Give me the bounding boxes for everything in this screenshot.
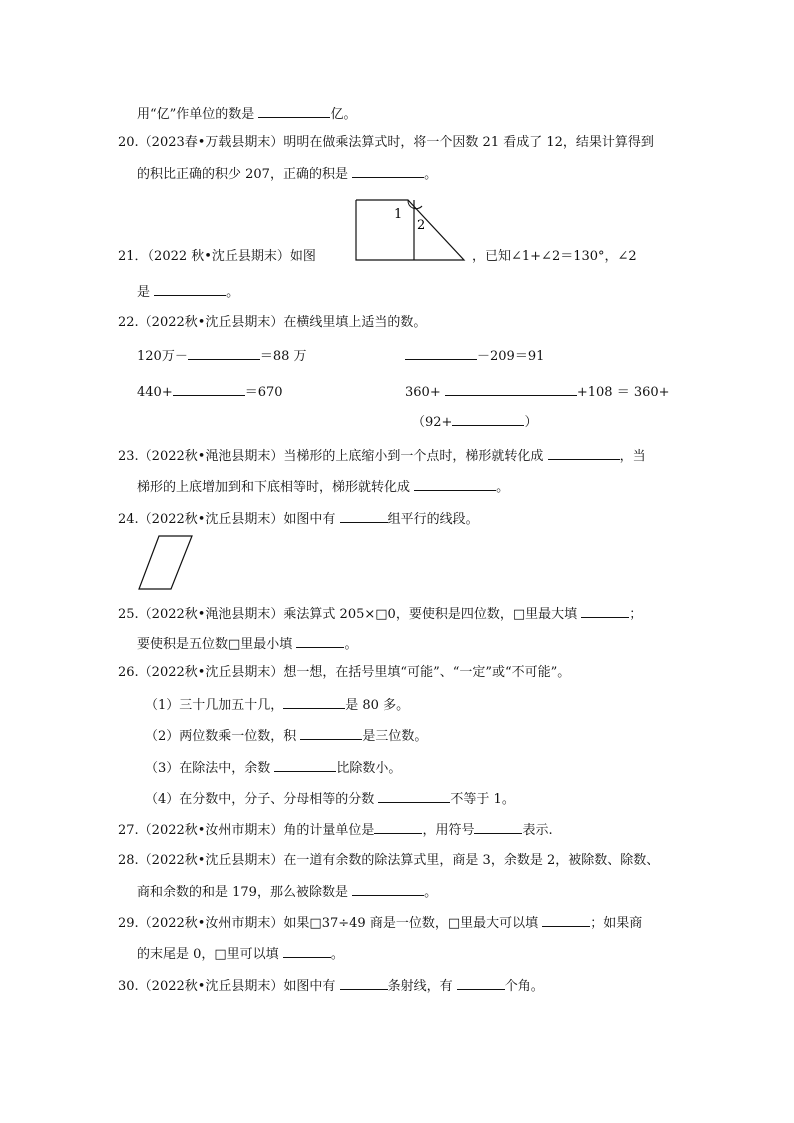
q22-d-line2 (412, 411, 537, 433)
q21-line1-tail: ，已知∠1+∠2＝130°，∠2 (472, 249, 637, 264)
q27-text-mid: ，用符号 (422, 823, 475, 838)
answer-blank[interactable] (300, 725, 362, 740)
q26-s1-text-end: 是 80 多。 (345, 698, 410, 713)
q22-c (137, 381, 283, 403)
q26-s1 (145, 694, 409, 716)
parallelogram-figure (136, 533, 196, 593)
answer-blank[interactable] (378, 788, 450, 803)
q25-line2 (137, 633, 357, 655)
q23-text2: 梯形的上底增加到和下底相等时，梯形就转化成 (137, 480, 411, 495)
q22-line1: 22.（2022秋•沈丘县期末）在横线里填上适当的数。 (118, 315, 427, 330)
q27-text: 27.（2022秋•汝州市期末）角的计量单位是 (118, 823, 375, 838)
angle-1-label: 1 (394, 207, 403, 222)
q27-text-end: 表示. (522, 823, 553, 838)
q22-a-text-end: ＝88 万 (259, 349, 307, 364)
q23-line2 (137, 476, 509, 498)
answer-blank[interactable] (581, 603, 629, 618)
q22-d-text2: （92+ (412, 415, 453, 430)
q29-text: 29.（2022秋•汝州市期末）如果□37÷49 商是一位数，□里最大可以填 (118, 916, 539, 931)
q19-tail (137, 103, 356, 125)
q23-line1 (118, 445, 646, 467)
q27-line (118, 819, 553, 841)
q29-text-end: ；如果商 (590, 916, 643, 931)
q28-text2: 商和余数的和是 179，那么被除数是 (137, 885, 348, 900)
q21-text2: 是 (137, 285, 151, 300)
q22-b (405, 345, 544, 367)
q28-line1: 28.（2022秋•沈丘县期末）在一道有余数的除法算式里，商是 3，余数是 2，被除数、除数、 (118, 853, 660, 868)
q25-line1 (118, 603, 642, 625)
answer-blank[interactable] (188, 345, 260, 360)
q30-text-mid: 条射线，有 (387, 979, 453, 994)
q23-text: 23.（2022秋•渑池县期末）当梯形的上底缩小到一个点时，梯形就转化成 (118, 449, 544, 464)
q19-text-end: 亿。 (330, 107, 357, 122)
answer-blank[interactable] (173, 381, 245, 396)
q22-c-text: 440+ (137, 385, 173, 400)
q24-text: 24.（2022秋•沈丘县期末）如图中有 (118, 512, 336, 527)
q29-line2 (137, 943, 344, 965)
answer-blank[interactable] (374, 819, 422, 834)
q25-text2-end: 。 (344, 637, 358, 652)
answer-blank[interactable] (274, 757, 336, 772)
q26-s1-text: （1）三十几加五十几， (145, 698, 284, 713)
q26-s3 (145, 757, 401, 779)
q26-s3-text-end: 比除数小。 (336, 761, 402, 776)
q26-s2 (145, 725, 427, 747)
q21-text-end: 。 (226, 285, 240, 300)
answer-blank[interactable] (283, 943, 331, 958)
q23-text2-end: 。 (496, 480, 510, 495)
q22-d-text-mid: +108 ＝ 360+ (576, 385, 670, 400)
answer-blank[interactable] (405, 345, 477, 360)
answer-blank[interactable] (340, 975, 388, 990)
q22-a (137, 345, 307, 367)
q26-s3-text: （3）在除法中，余数 (145, 761, 271, 776)
answer-blank[interactable] (548, 445, 620, 460)
q20-text: 的积比正确的积少 207，正确的积是 (137, 167, 348, 182)
q22-c-text-end: ＝670 (244, 385, 283, 400)
answer-blank[interactable] (258, 103, 330, 118)
q26-s4 (145, 788, 515, 810)
q22-b-text: －209＝91 (477, 349, 545, 364)
q25-text2: 要使积是五位数□里最小填 (137, 637, 293, 652)
q20-line2 (137, 163, 437, 185)
answer-blank[interactable] (154, 281, 226, 296)
q22-d (405, 381, 670, 403)
answer-blank[interactable] (445, 381, 577, 396)
q29-line1 (118, 912, 642, 934)
q20-text-end: 。 (424, 167, 438, 182)
q22-d-text: 360+ (405, 385, 441, 400)
answer-blank[interactable] (352, 163, 424, 178)
q20-line1: 20.（2023春•万载县期末）明明在做乘法算式时，将一个因数 21 看成了 12，结果计算得到 (118, 135, 654, 150)
q26-s4-text: （4）在分数中，分子、分母相等的分数 (145, 792, 375, 807)
q19-text: 用“亿”作单位的数是 (137, 107, 255, 122)
q21-line2 (137, 281, 239, 303)
q29-text2-end: 。 (330, 947, 344, 962)
q22-d-text2-end: ） (524, 415, 538, 430)
q29-text2: 的末尾是 0，□里可以填 (137, 947, 279, 962)
q26-s2-text: （2）两位数乘一位数，积 (145, 729, 297, 744)
answer-blank[interactable] (542, 912, 590, 927)
q30-text-end: 个角。 (504, 979, 544, 994)
answer-blank[interactable] (474, 819, 522, 834)
q22-a-text: 120万－ (137, 349, 188, 364)
q21-text: 21．（2022 秋•沈丘县期末）如图 (118, 249, 316, 264)
q25-text: 25.（2022秋•渑池县期末）乘法算式 205×□0，要使积是四位数，□里最大填 (118, 607, 578, 622)
answer-blank[interactable] (296, 633, 344, 648)
q23-text-end: ，当 (619, 449, 646, 464)
answer-blank[interactable] (352, 881, 424, 896)
angle-2-label: 2 (417, 218, 426, 233)
answer-blank[interactable] (457, 975, 505, 990)
q28-text2-end: 。 (424, 885, 438, 900)
q30-line (118, 975, 544, 997)
q28-line2 (137, 881, 437, 903)
q26-line1: 26.（2022秋•沈丘县期末）想一想，在括号里填“可能”、“一定”或“不可能”。 (118, 665, 571, 680)
answer-blank[interactable] (414, 476, 496, 491)
q24-line (118, 508, 479, 530)
q25-text-end: ； (629, 607, 643, 622)
answer-blank[interactable] (340, 508, 388, 523)
trapezoid-figure (352, 196, 470, 266)
q30-text: 30.（2022秋•沈丘县期末）如图中有 (118, 979, 336, 994)
answer-blank[interactable] (452, 411, 524, 426)
q21-line1 (118, 247, 316, 267)
answer-blank[interactable] (283, 694, 345, 709)
q26-s2-text-end: 是三位数。 (362, 729, 428, 744)
q26-s4-text-end: 不等于 1。 (450, 792, 515, 807)
q24-text-end: 组平行的线段。 (387, 512, 479, 527)
